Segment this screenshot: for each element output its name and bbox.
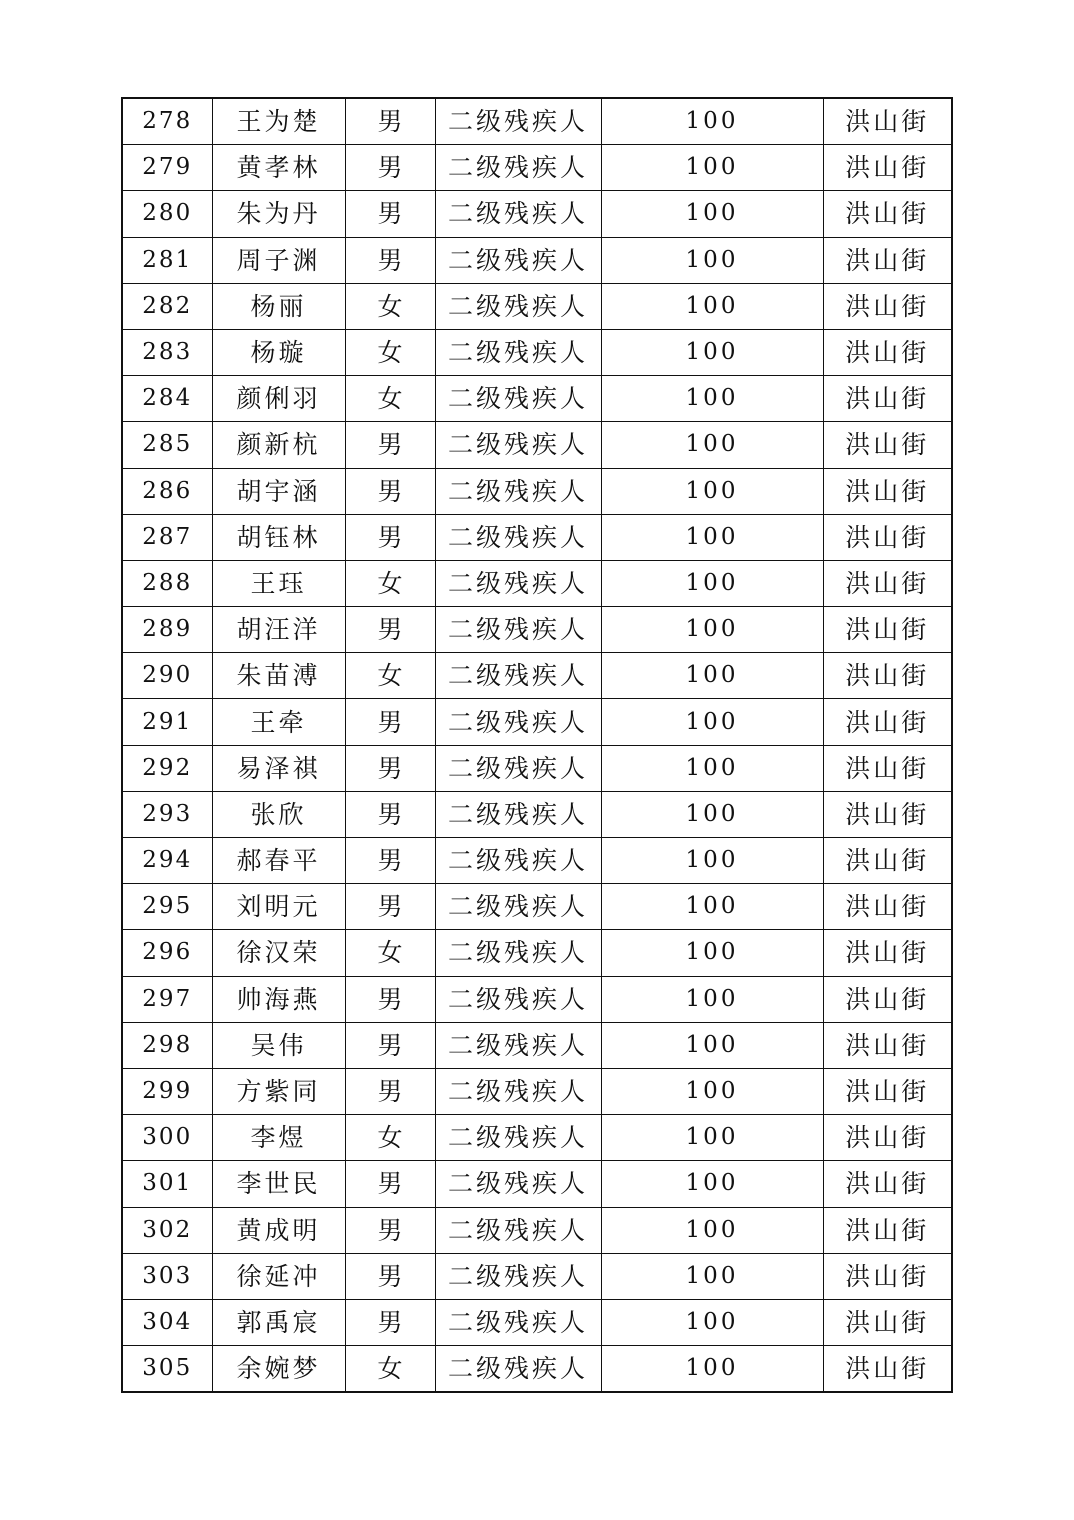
disability-category-cell: 二级残疾人 [435, 468, 601, 514]
street-cell: 洪山街 [823, 1253, 952, 1299]
street-cell: 洪山街 [823, 1115, 952, 1161]
table-row [122, 607, 952, 653]
street-cell: 洪山街 [823, 560, 952, 606]
table-row [122, 329, 952, 375]
amount-cell: 100 [601, 560, 823, 606]
row-number-cell: 291 [122, 699, 212, 745]
table-row [122, 930, 952, 976]
row-number-cell: 294 [122, 838, 212, 884]
disability-category-cell: 二级残疾人 [435, 1299, 601, 1345]
gender-cell: 男 [345, 237, 435, 283]
table-row [122, 1068, 952, 1114]
street-cell: 洪山街 [823, 191, 952, 237]
street-cell: 洪山街 [823, 514, 952, 560]
disability-category-cell: 二级残疾人 [435, 791, 601, 837]
amount-cell: 100 [601, 329, 823, 375]
disability-category-cell: 二级残疾人 [435, 283, 601, 329]
roster-sheet [121, 97, 951, 1393]
amount-cell: 100 [601, 283, 823, 329]
row-number-cell: 284 [122, 376, 212, 422]
name-cell: 黄孝林 [212, 145, 345, 191]
table-row [122, 745, 952, 791]
street-cell: 洪山街 [823, 329, 952, 375]
table-row [122, 98, 952, 145]
amount-cell: 100 [601, 1207, 823, 1253]
table-row [122, 237, 952, 283]
name-cell: 杨璇 [212, 329, 345, 375]
street-cell: 洪山街 [823, 930, 952, 976]
street-cell: 洪山街 [823, 376, 952, 422]
amount-cell: 100 [601, 884, 823, 930]
row-number-cell: 296 [122, 930, 212, 976]
gender-cell: 男 [345, 884, 435, 930]
table-row [122, 1299, 952, 1345]
gender-cell: 女 [345, 653, 435, 699]
amount-cell: 100 [601, 838, 823, 884]
table-row [122, 791, 952, 837]
row-number-cell: 279 [122, 145, 212, 191]
gender-cell: 男 [345, 607, 435, 653]
amount-cell: 100 [601, 699, 823, 745]
street-cell: 洪山街 [823, 884, 952, 930]
disability-category-cell: 二级残疾人 [435, 422, 601, 468]
disability-category-cell: 二级残疾人 [435, 1022, 601, 1068]
gender-cell: 女 [345, 560, 435, 606]
table-row [122, 1207, 952, 1253]
row-number-cell: 303 [122, 1253, 212, 1299]
table-row [122, 1022, 952, 1068]
street-cell: 洪山街 [823, 237, 952, 283]
name-cell: 黄成明 [212, 1207, 345, 1253]
disability-category-cell: 二级残疾人 [435, 329, 601, 375]
street-cell: 洪山街 [823, 468, 952, 514]
row-number-cell: 305 [122, 1346, 212, 1393]
row-number-cell: 285 [122, 422, 212, 468]
gender-cell: 男 [345, 745, 435, 791]
disability-category-cell: 二级残疾人 [435, 1207, 601, 1253]
table-row [122, 514, 952, 560]
row-number-cell: 282 [122, 283, 212, 329]
table-row [122, 468, 952, 514]
amount-cell: 100 [601, 191, 823, 237]
row-number-cell: 298 [122, 1022, 212, 1068]
disability-category-cell: 二级残疾人 [435, 560, 601, 606]
gender-cell: 男 [345, 699, 435, 745]
amount-cell: 100 [601, 422, 823, 468]
amount-cell: 100 [601, 976, 823, 1022]
name-cell: 胡钰林 [212, 514, 345, 560]
amount-cell: 100 [601, 1022, 823, 1068]
table-row [122, 699, 952, 745]
table-row [122, 1346, 952, 1393]
row-number-cell: 293 [122, 791, 212, 837]
row-number-cell: 281 [122, 237, 212, 283]
gender-cell: 男 [345, 976, 435, 1022]
name-cell: 王为楚 [212, 98, 345, 145]
gender-cell: 女 [345, 329, 435, 375]
street-cell: 洪山街 [823, 422, 952, 468]
disability-category-cell: 二级残疾人 [435, 376, 601, 422]
gender-cell: 女 [345, 1346, 435, 1393]
amount-cell: 100 [601, 1299, 823, 1345]
gender-cell: 男 [345, 1299, 435, 1345]
street-cell: 洪山街 [823, 653, 952, 699]
disability-category-cell: 二级残疾人 [435, 930, 601, 976]
street-cell: 洪山街 [823, 1068, 952, 1114]
table-row [122, 1115, 952, 1161]
amount-cell: 100 [601, 237, 823, 283]
table-row [122, 838, 952, 884]
name-cell: 朱为丹 [212, 191, 345, 237]
street-cell: 洪山街 [823, 791, 952, 837]
disability-category-cell: 二级残疾人 [435, 1161, 601, 1207]
row-number-cell: 300 [122, 1115, 212, 1161]
row-number-cell: 287 [122, 514, 212, 560]
name-cell: 帅海燕 [212, 976, 345, 1022]
name-cell: 胡宇涵 [212, 468, 345, 514]
amount-cell: 100 [601, 791, 823, 837]
gender-cell: 女 [345, 1115, 435, 1161]
street-cell: 洪山街 [823, 838, 952, 884]
name-cell: 徐汉荣 [212, 930, 345, 976]
gender-cell: 女 [345, 376, 435, 422]
disability-category-cell: 二级残疾人 [435, 699, 601, 745]
disability-category-cell: 二级残疾人 [435, 607, 601, 653]
row-number-cell: 283 [122, 329, 212, 375]
street-cell: 洪山街 [823, 607, 952, 653]
name-cell: 杨丽 [212, 283, 345, 329]
amount-cell: 100 [601, 607, 823, 653]
amount-cell: 100 [601, 514, 823, 560]
street-cell: 洪山街 [823, 1207, 952, 1253]
row-number-cell: 292 [122, 745, 212, 791]
name-cell: 周子渊 [212, 237, 345, 283]
street-cell: 洪山街 [823, 745, 952, 791]
street-cell: 洪山街 [823, 1161, 952, 1207]
gender-cell: 男 [345, 1253, 435, 1299]
gender-cell: 男 [345, 145, 435, 191]
gender-cell: 男 [345, 1161, 435, 1207]
row-number-cell: 299 [122, 1068, 212, 1114]
street-cell: 洪山街 [823, 699, 952, 745]
disability-category-cell: 二级残疾人 [435, 1346, 601, 1393]
street-cell: 洪山街 [823, 976, 952, 1022]
name-cell: 吴伟 [212, 1022, 345, 1068]
gender-cell: 男 [345, 1068, 435, 1114]
roster-table [121, 97, 953, 1393]
name-cell: 方紫同 [212, 1068, 345, 1114]
roster-table-body [122, 98, 952, 1392]
gender-cell: 女 [345, 930, 435, 976]
disability-category-cell: 二级残疾人 [435, 237, 601, 283]
disability-category-cell: 二级残疾人 [435, 98, 601, 145]
amount-cell: 100 [601, 930, 823, 976]
disability-category-cell: 二级残疾人 [435, 745, 601, 791]
disability-category-cell: 二级残疾人 [435, 884, 601, 930]
amount-cell: 100 [601, 1161, 823, 1207]
disability-category-cell: 二级残疾人 [435, 514, 601, 560]
table-row [122, 1161, 952, 1207]
name-cell: 刘明元 [212, 884, 345, 930]
table-row [122, 283, 952, 329]
row-number-cell: 295 [122, 884, 212, 930]
name-cell: 李煜 [212, 1115, 345, 1161]
disability-category-cell: 二级残疾人 [435, 653, 601, 699]
disability-category-cell: 二级残疾人 [435, 1253, 601, 1299]
gender-cell: 男 [345, 422, 435, 468]
amount-cell: 100 [601, 745, 823, 791]
table-row [122, 145, 952, 191]
gender-cell: 男 [345, 191, 435, 237]
street-cell: 洪山街 [823, 145, 952, 191]
name-cell: 徐延冲 [212, 1253, 345, 1299]
table-row [122, 560, 952, 606]
table-row [122, 884, 952, 930]
name-cell: 胡汪洋 [212, 607, 345, 653]
gender-cell: 男 [345, 838, 435, 884]
name-cell: 朱苗溥 [212, 653, 345, 699]
row-number-cell: 297 [122, 976, 212, 1022]
amount-cell: 100 [601, 145, 823, 191]
gender-cell: 女 [345, 283, 435, 329]
table-row [122, 191, 952, 237]
amount-cell: 100 [601, 1068, 823, 1114]
street-cell: 洪山街 [823, 1346, 952, 1393]
disability-category-cell: 二级残疾人 [435, 1068, 601, 1114]
table-row [122, 976, 952, 1022]
amount-cell: 100 [601, 653, 823, 699]
name-cell: 郭禹宸 [212, 1299, 345, 1345]
disability-category-cell: 二级残疾人 [435, 838, 601, 884]
gender-cell: 男 [345, 791, 435, 837]
amount-cell: 100 [601, 1253, 823, 1299]
row-number-cell: 289 [122, 607, 212, 653]
gender-cell: 男 [345, 98, 435, 145]
amount-cell: 100 [601, 468, 823, 514]
name-cell: 郝春平 [212, 838, 345, 884]
street-cell: 洪山街 [823, 1299, 952, 1345]
gender-cell: 男 [345, 514, 435, 560]
row-number-cell: 290 [122, 653, 212, 699]
table-row [122, 422, 952, 468]
row-number-cell: 286 [122, 468, 212, 514]
disability-category-cell: 二级残疾人 [435, 1115, 601, 1161]
gender-cell: 男 [345, 468, 435, 514]
name-cell: 李世民 [212, 1161, 345, 1207]
row-number-cell: 280 [122, 191, 212, 237]
disability-category-cell: 二级残疾人 [435, 191, 601, 237]
row-number-cell: 278 [122, 98, 212, 145]
street-cell: 洪山街 [823, 283, 952, 329]
row-number-cell: 288 [122, 560, 212, 606]
amount-cell: 100 [601, 1346, 823, 1393]
disability-category-cell: 二级残疾人 [435, 976, 601, 1022]
name-cell: 王珏 [212, 560, 345, 606]
name-cell: 颜俐羽 [212, 376, 345, 422]
name-cell: 张欣 [212, 791, 345, 837]
name-cell: 王牵 [212, 699, 345, 745]
table-row [122, 1253, 952, 1299]
gender-cell: 男 [345, 1022, 435, 1068]
amount-cell: 100 [601, 98, 823, 145]
amount-cell: 100 [601, 1115, 823, 1161]
street-cell: 洪山街 [823, 1022, 952, 1068]
amount-cell: 100 [601, 376, 823, 422]
street-cell: 洪山街 [823, 98, 952, 145]
row-number-cell: 302 [122, 1207, 212, 1253]
table-row [122, 653, 952, 699]
row-number-cell: 301 [122, 1161, 212, 1207]
table-row [122, 376, 952, 422]
name-cell: 颜新杭 [212, 422, 345, 468]
row-number-cell: 304 [122, 1299, 212, 1345]
gender-cell: 男 [345, 1207, 435, 1253]
name-cell: 余婉梦 [212, 1346, 345, 1393]
disability-category-cell: 二级残疾人 [435, 145, 601, 191]
name-cell: 易泽祺 [212, 745, 345, 791]
